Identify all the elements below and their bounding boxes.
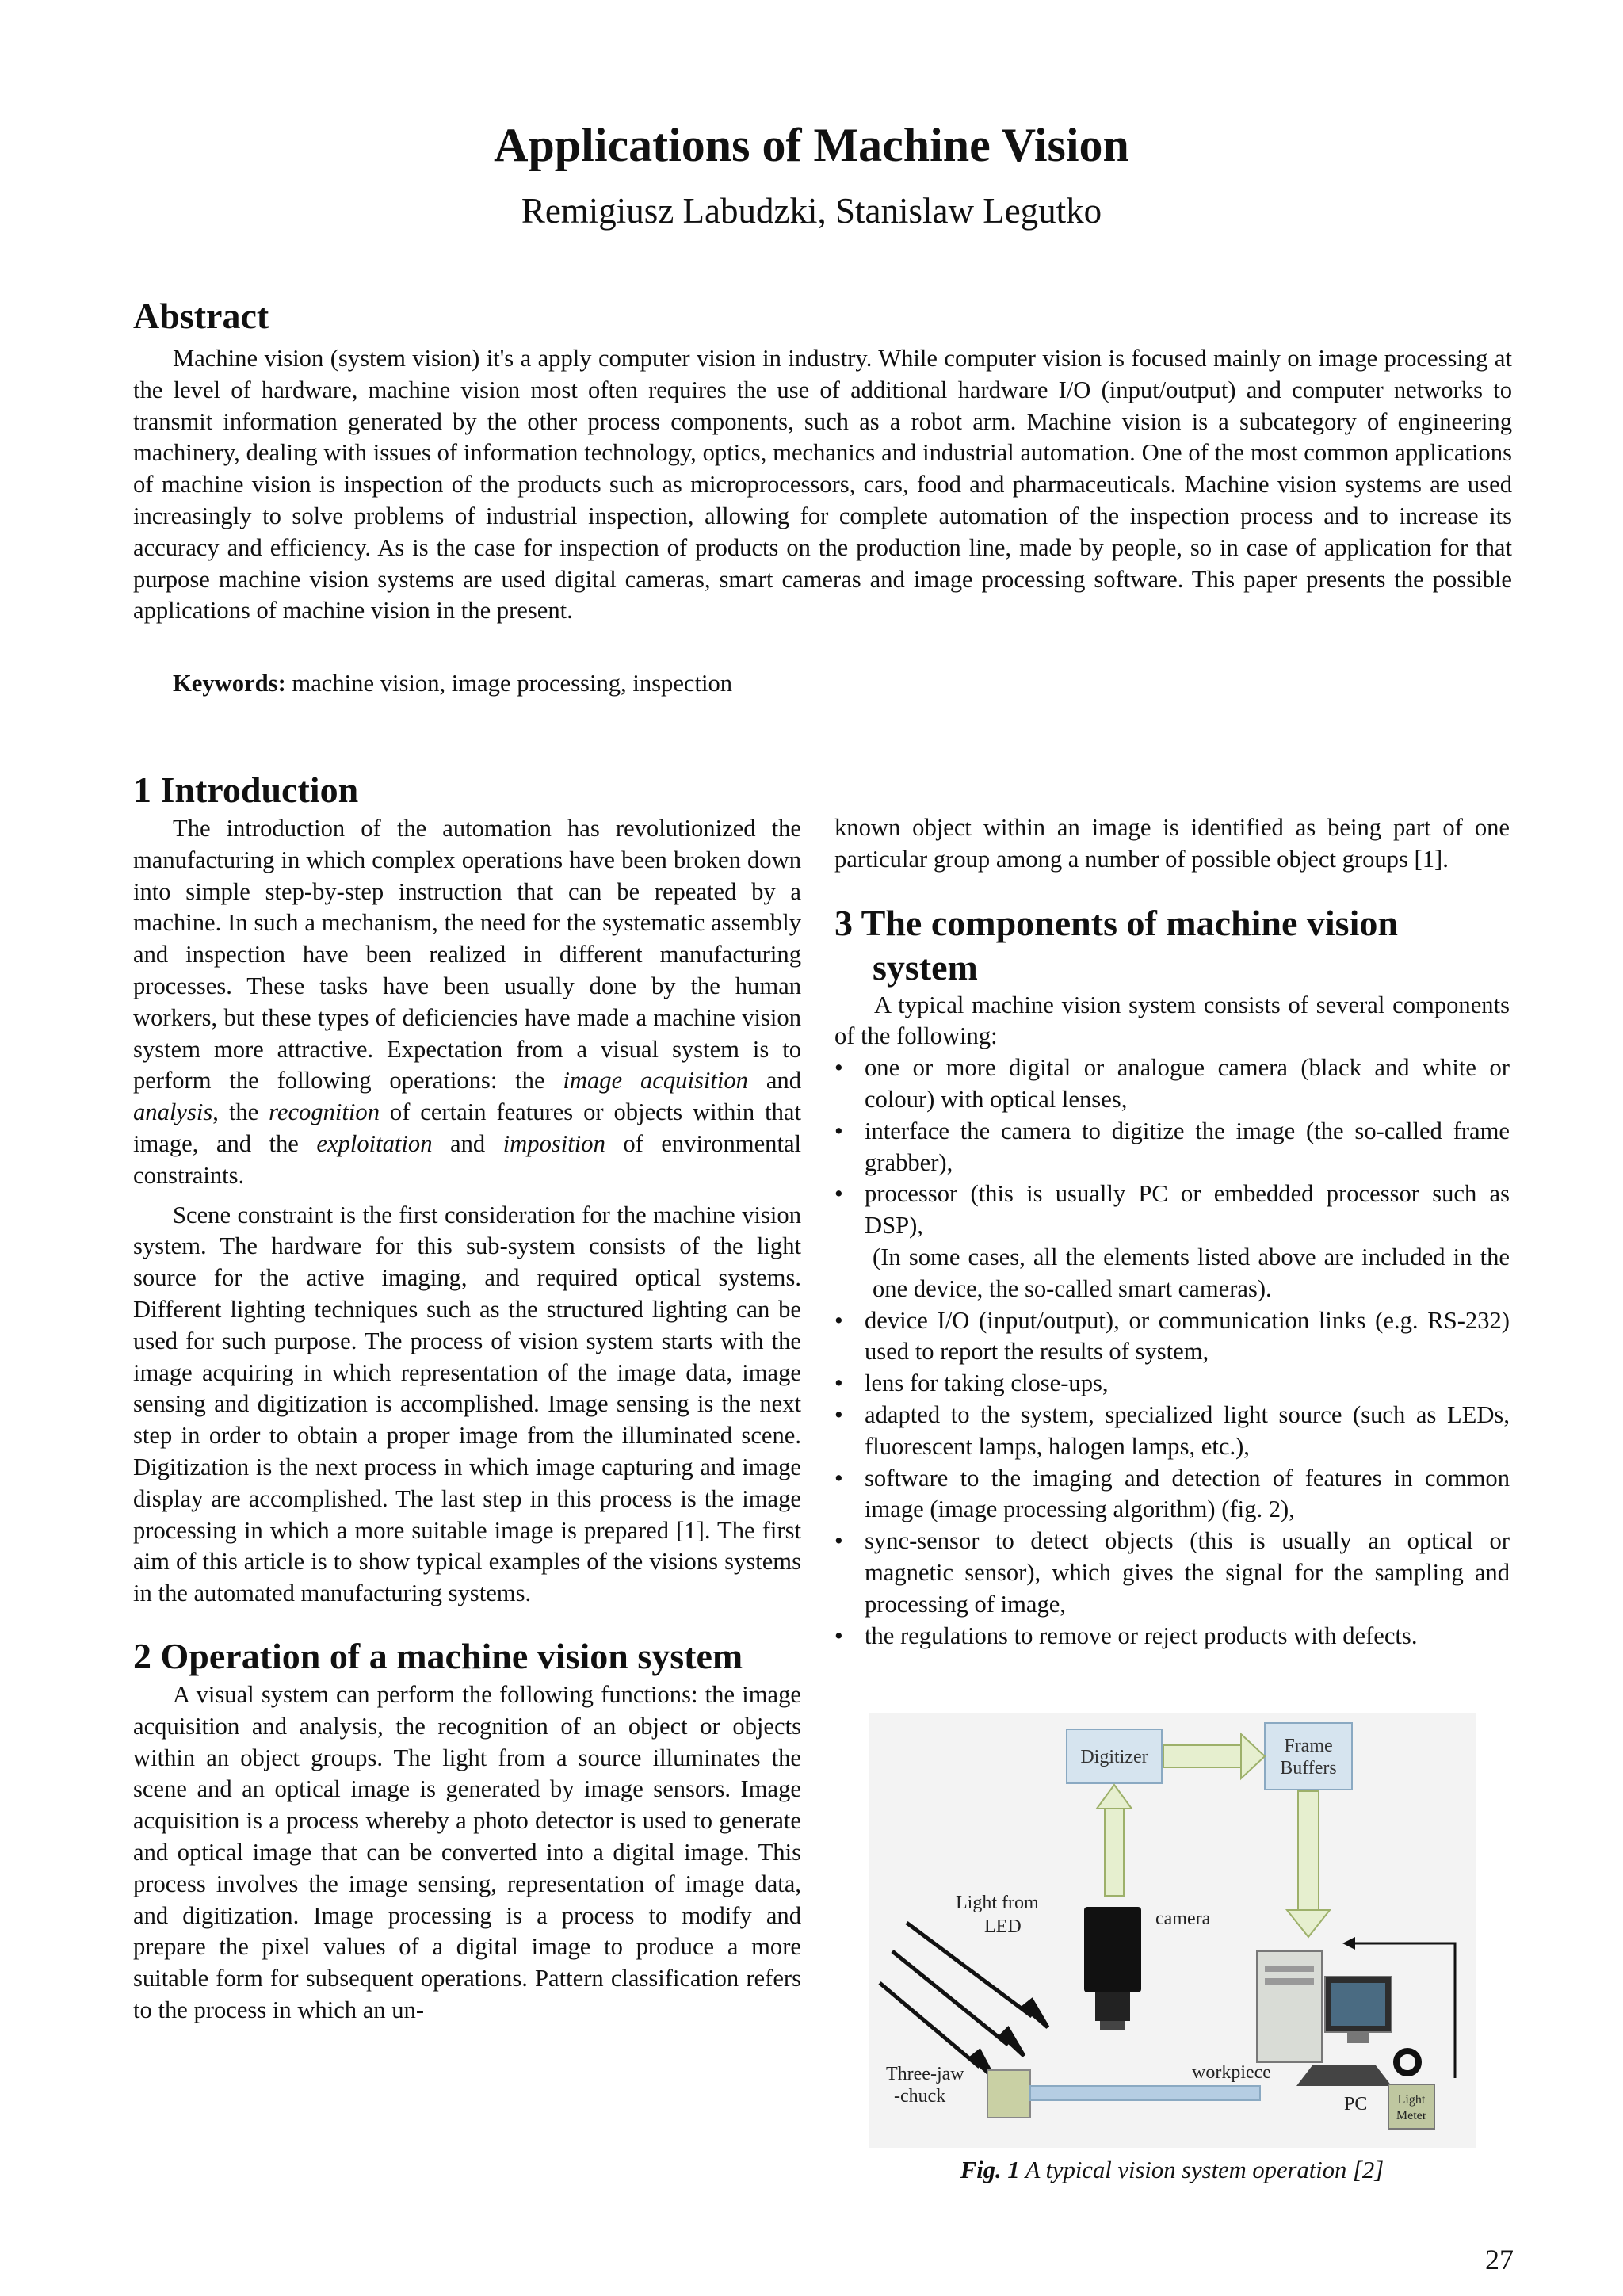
svg-text:Light: Light [1397,2093,1426,2107]
list-item: • software to the imaging and detection of features in common image (image processing algorithm) (fig. 2), [834,1464,1510,1523]
three-jaw-label: Three-jaw [886,2064,964,2084]
svg-text:Buffers: Buffers [1280,1758,1337,1778]
list-item: • one or more digital or analogue camera (black and white or colour) with optical lenses, [834,1054,1510,1113]
paper-title: Applications of Machine Vision [494,119,1129,171]
list-item: • lens for taking close-ups, [834,1370,1109,1397]
section-2-continued: known object within an image is identified as being part of one particular group among a number of possible object groups [1]. [834,814,1510,873]
svg-text:Meter: Meter [1396,2109,1427,2122]
section-2-paragraph-1: A visual system can perform the following functions: the image acquisition and analysis, the recognition of an object or objects within an object groups. The light from a source illuminates the scene and an optical image is generated by image sensors. Image acquisition is a process whereby a photo detector is used to generate and optical image that can be converted into a digital image. This process involves the image sensing, representation of image data, and digitization. Image processing is a process to modify and prepare the pixel values of a digital image to produce a more suitable form for subsequent operations. Pattern classification refers to the process in which an un- [133,1680,801,2023]
paper-authors: Remigiusz Labudzki, Stanislaw Legutko [521,191,1102,231]
figure-1-label: Fig. 1 [960,2157,1020,2183]
light-from-label: Light from [956,1893,1039,1913]
section-1-heading: 1 Introduction [133,770,359,810]
term-imposition: imposition [502,1129,605,1157]
list-item: • processor (this is usually PC or embedded processor such as DSP), [834,1180,1510,1240]
svg-text:Digitizer: Digitizer [1080,1747,1148,1767]
list-item: • device I/O (input/output), or communication links (e.g. RS-232) used to report the results of system, [834,1306,1510,1366]
list-item: • adapted to the system, specialized light source (such as LEDs, fluorescent lamps, halogen lamps, etc.), [834,1400,1510,1460]
term-recognition: recognition [269,1098,380,1126]
abstract-heading: Abstract [133,296,269,336]
figure-1-diagram [869,1713,1476,2148]
frame-buffers-box [1265,1723,1352,1790]
term-image-acquisition: image acquisition [563,1067,748,1095]
pc-label: PC [1344,2094,1368,2115]
right-column [834,812,1510,1652]
keywords-label: Keywords: [173,670,286,697]
figure-1-caption: Fig. 1 A typical vision system operation [2] [960,2157,1384,2183]
chuck-label: -chuck [894,2086,946,2107]
section-3-heading: 3 The components of machine vision system [834,902,1398,988]
abstract-text: Machine vision (system vision) it's a apply computer vision in industry. While computer vision is focused mainly on image processing at the level of hardware, machine vision most often requires the use of additional hardware I/O (input/output) and computer networks to transmit information generated by the other process components, such as a robot arm. Machine vision is a subcategory of engineering machinery, dealing with issues of information technology, optics, mechanics and industrial automation. One of the most common applications of machine vision is inspection of the products such as microprocessors, cars, food and pharmaceuticals. Machine vision systems are used increasingly to solve problems of industrial inspection, allowing for complete automation of the inspection process and to increase its accuracy and efficiency. As is the case for inspection of products on the production line, made by people, so in case of application for that purpose machine vision systems are used digital cameras, smart cameras and image processing software. This paper presents the possible applications of machine vision in the present. [133,345,1512,625]
list-note: (In some cases, all the elements listed above are included in the one device, the so-called smart cameras). [873,1243,1510,1302]
term-analysis: analysis [133,1098,213,1126]
digitizer-box [1067,1729,1162,1783]
section-1-paragraph-1: The introduction of the automation has revolutionized the manufacturing in which complex operations have been broken down into simple step-by-step instruction that can be repeated by a machine. In such a mechanism, the need for the systematic assembly and inspection have been realized in different manufacturing processes. These tasks have been usually done by the human workers, but these types of deficiencies have made a machine vision system more attractive. Expectation from a visual system is to perform the following operations: the image acquisition and analysis, the recognition of certain features or objects within that image, and the exploitation and imposition of environmental constraints. [133,815,802,1189]
camera-label: camera [1155,1908,1211,1929]
list-item: • sync-sensor to detect objects (this is usually an optical or magnetic sensor), which gives the signal for the sampling and processing of image, [834,1527,1510,1618]
list-item: • the regulations to remove or reject products with defects. [834,1622,1418,1649]
keywords-text: machine vision, image processing, inspection [292,670,733,697]
workpiece-label: workpiece [1192,2062,1271,2083]
section-1-paragraph-2: Scene constraint is the first consideration for the machine vision system. The hardware for this sub-system consists of the light source for the active imaging, and required optical systems. Different lighting techniques such as the structured lighting can be used for such purpose. The process of vision system starts with the image acquiring in which representation of the image data, image sensing and digitization is accomplished. Image sensing is the next step in order to obtain a proper image from the illuminated scene. Digitization is the next process in which image capturing and image display are accomplished. The last step in this process is the image processing in which a more suitable image is prepared [1]. The first aim of this article is to show typical examples of the visions systems in the automated manufacturing systems. [133,1201,801,1607]
keywords-line [173,667,732,699]
page-number: 27 [1485,2244,1514,2275]
components-list [834,1052,1510,1652]
term-exploitation: exploitation [316,1129,433,1157]
list-item: • interface the camera to digitize the image (the so-called frame grabber), [834,1117,1510,1176]
section-2-heading: 2 Operation of a machine vision system [133,1635,743,1676]
led-label: LED [984,1916,1022,1937]
section-3-intro: A typical machine vision system consists of several components of the following: [834,991,1510,1050]
left-column [133,767,801,2027]
svg-text:Frame: Frame [1284,1736,1333,1756]
